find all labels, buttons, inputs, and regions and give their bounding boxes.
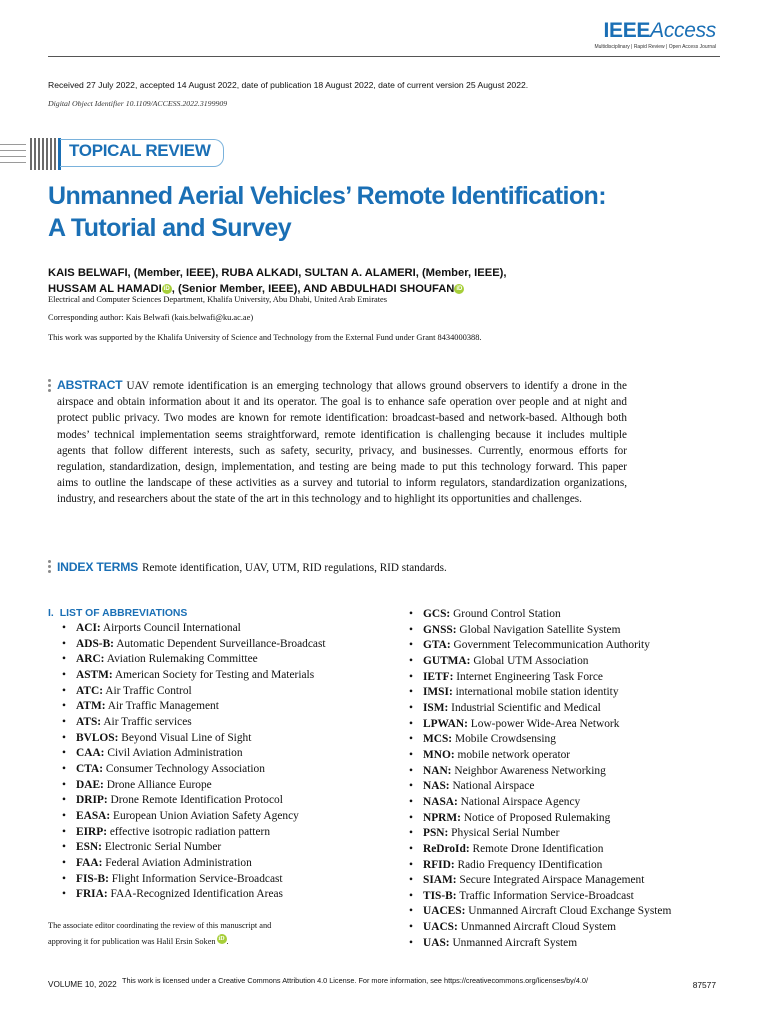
license-note[interactable]: This work is licensed under a Creative Commons Attribution 4.0 License. For more information, see https://creativecommons.org/licenses/by/4.0/ xyxy=(122,976,588,985)
abbreviation-item xyxy=(62,840,392,856)
abstract xyxy=(57,377,627,508)
abbreviation-item xyxy=(62,762,392,778)
abbreviation-term: NAN: xyxy=(423,764,452,777)
index-terms-label: INDEX TERMS xyxy=(57,560,139,574)
abbreviation-definition: National Airspace xyxy=(452,780,535,793)
abbreviation-definition: Air Traffic services xyxy=(103,715,192,728)
abbreviation-term: UAS: xyxy=(423,936,450,949)
abbreviation-definition: effective isotropic radiation pattern xyxy=(109,825,271,838)
abbreviation-item xyxy=(62,778,392,794)
abbreviation-definition: Remote Drone Identification xyxy=(472,842,604,855)
abbreviation-term: ATM: xyxy=(76,700,106,713)
authors-line-1: KAIS BELWAFI, (Member, IEEE), RUBA ALKADI, SULTAN A. ALAMERI, (Member, IEEE), xyxy=(48,267,507,279)
abstract-label: ABSTRACT xyxy=(57,378,123,392)
abbreviation-term: EIRP: xyxy=(76,825,108,838)
abbreviation-definition: Notice of Proposed Rulemaking xyxy=(463,811,611,824)
abbreviation-item xyxy=(409,826,729,842)
abbreviation-item xyxy=(409,685,729,701)
abbreviation-term: MNO: xyxy=(423,748,455,761)
abbreviation-item xyxy=(62,809,392,825)
abbreviation-term: NPRM: xyxy=(423,811,461,824)
abbreviation-term: BVLOS: xyxy=(76,731,119,744)
abbreviation-item xyxy=(409,936,729,952)
abbreviation-definition: Flight Information Service-Broadcast xyxy=(111,872,283,885)
abbreviation-definition: Ground Control Station xyxy=(453,608,561,620)
index-terms-text: Remote identification, UAV, UTM, RID regulations, RID standards. xyxy=(142,562,447,574)
abbreviation-item xyxy=(409,889,729,905)
abbreviation-definition: European Union Aviation Safety Agency xyxy=(113,809,299,822)
abbreviation-list-right xyxy=(409,607,729,951)
abbreviation-term: FAA: xyxy=(76,856,103,869)
abbreviation-item xyxy=(62,887,392,903)
abbreviation-definition: Federal Aviation Administration xyxy=(105,856,252,869)
doi[interactable]: Digital Object Identifier 10.1109/ACCESS.2022.3199909 xyxy=(48,99,228,108)
abbreviation-item xyxy=(409,842,729,858)
abbreviation-item xyxy=(409,795,729,811)
abbreviation-item xyxy=(62,621,392,637)
abbreviation-term: NASA: xyxy=(423,795,458,808)
abbreviation-term: FRIA: xyxy=(76,888,108,901)
orcid-icon[interactable]: iD xyxy=(218,936,225,942)
abbreviation-item xyxy=(62,684,392,700)
abbreviation-item xyxy=(62,699,392,715)
abbreviation-item xyxy=(409,638,729,654)
index-terms xyxy=(57,559,657,576)
abbreviation-definition: Internet Engineering Task Force xyxy=(456,670,603,683)
journal-logo xyxy=(594,20,716,50)
abbreviation-term: ISM: xyxy=(423,701,449,714)
abbreviation-definition: Industrial Scientific and Medical xyxy=(451,701,601,714)
abbreviation-term: IETF: xyxy=(423,670,454,683)
editor-note-text: approving it for publication was Halil Ersin Soken xyxy=(48,937,216,946)
abbreviation-term: DAE: xyxy=(76,778,104,791)
logo-wordmark xyxy=(594,20,716,42)
abbreviation-definition: Physical Serial Number xyxy=(451,827,560,840)
abbreviation-term: FIS-B: xyxy=(76,872,109,885)
editor-note-line-1: The associate editor coordinating the review of this manuscript and xyxy=(48,921,272,930)
received-dates: Received 27 July 2022, accepted 14 August 2022, date of publication 18 August 2022, date of current version 25 August 2022. xyxy=(48,80,529,90)
abbreviation-definition: FAA-Recognized Identification Areas xyxy=(110,888,283,901)
orcid-icon[interactable]: iD xyxy=(163,286,170,292)
abbreviation-definition: Civil Aviation Administration xyxy=(107,747,243,760)
abbreviation-term: RFID: xyxy=(423,858,455,871)
logo-ieee: IEEE xyxy=(603,19,651,42)
abbreviation-definition: Unmanned Aircraft Cloud Exchange System xyxy=(468,905,672,918)
abbreviation-definition: Automatic Dependent Surveillance-Broadcast xyxy=(116,637,326,650)
abbreviation-term: ReDroId: xyxy=(423,842,470,855)
abbreviation-term: GNSS: xyxy=(423,623,457,636)
abbreviation-definition: mobile network operator xyxy=(457,748,571,761)
abbreviation-definition: international mobile station identity xyxy=(455,686,619,699)
abbreviation-term: IMSI: xyxy=(423,686,453,699)
abbreviation-definition: Airports Council International xyxy=(102,622,241,634)
abbreviation-definition: Consumer Technology Association xyxy=(105,762,265,775)
abbreviation-item xyxy=(409,670,729,686)
abbreviation-item xyxy=(62,637,392,653)
abbreviation-item xyxy=(409,873,729,889)
abbreviation-definition: Drone Remote Identification Protocol xyxy=(110,794,283,807)
corresponding-author: Corresponding author: Kais Belwafi (kais.belwafi@ku.ac.ae) xyxy=(48,313,254,322)
abbreviation-term: SIAM: xyxy=(423,874,457,887)
abbreviation-item xyxy=(409,811,729,827)
abbreviation-definition: Drone Alliance Europe xyxy=(106,778,212,791)
abbreviation-term: GUTMA: xyxy=(423,654,471,667)
abbreviation-definition: American Society for Testing and Materials xyxy=(114,668,315,681)
editor-note xyxy=(48,918,370,950)
abbreviation-item xyxy=(409,732,729,748)
abbreviation-definition: Global UTM Association xyxy=(473,654,589,667)
abbreviation-item xyxy=(62,715,392,731)
abbreviation-definition: Secure Integrated Airspace Management xyxy=(459,874,645,887)
abbreviation-item xyxy=(62,872,392,888)
abbreviation-definition: Aviation Rulemaking Committee xyxy=(106,653,258,666)
abbreviation-definition: Electronic Serial Number xyxy=(104,841,222,854)
abbreviation-definition: Neighbor Awareness Networking xyxy=(454,764,606,777)
abbreviation-definition: Government Telecommunication Authority xyxy=(453,639,650,652)
abbreviation-term: ATS: xyxy=(76,715,102,728)
abbreviation-item xyxy=(409,654,729,670)
banner-stripes xyxy=(0,138,64,170)
author-hamadi: HUSSAM AL HAMADI xyxy=(48,283,162,295)
abbreviation-definition: Low-power Wide-Area Network xyxy=(470,717,620,730)
abstract-text: UAV remote identification is an emerging technology that allows ground observers to identify a drone in the airspace and obtain information about it and its operator. The goal is to enhance safe operation over people and at night and protect public privacy. Two modes are known for remote identification: broadcast-based and network-based. Although both modes’ technical implementation seems straightforward, remote identification is challenging because it includes multiple agents that follow different interests, such as safety, security, privacy, and businesses. Currently, enormous efforts for regulation, standardization, design, implementation, and testing are being made to put this technology forward. This paper aims to outline the landscape of these activities as a survey and tutorial to inform regulators, standardization organizations, industry, and researchers about the state of the art in this technology and to highlight its opportunities and challenges. xyxy=(57,380,627,506)
author-shoufan: , (Senior Member, IEEE), AND ABDULHADI SHOUFAN xyxy=(171,283,455,295)
abbreviation-item xyxy=(62,652,392,668)
abbreviation-item xyxy=(409,779,729,795)
abbreviation-item xyxy=(409,717,729,733)
volume-label: VOLUME 10, 2022 xyxy=(48,980,117,989)
abbreviation-term: ACI: xyxy=(76,622,101,634)
title-line-2: A Tutorial and Survey xyxy=(48,214,292,242)
abbreviation-item xyxy=(62,668,392,684)
abbreviation-term: TIS-B: xyxy=(423,889,457,902)
abbreviation-item xyxy=(409,858,729,874)
abbreviation-definition: Unmanned Aircraft System xyxy=(452,936,578,949)
section-heading xyxy=(48,608,187,619)
author-list xyxy=(48,265,728,297)
logo-access: Access xyxy=(650,19,716,42)
abbreviation-item xyxy=(409,764,729,780)
abbreviation-definition: Traffic Information Service-Broadcast xyxy=(459,889,634,902)
abbreviation-definition: National Airspace Agency xyxy=(460,795,581,808)
abbreviation-term: ESN: xyxy=(76,841,102,854)
page-number: 87577 xyxy=(692,980,716,990)
abbreviation-term: EASA: xyxy=(76,809,111,822)
abbreviation-term: LPWAN: xyxy=(423,717,468,730)
abbreviation-item xyxy=(409,701,729,717)
abbreviation-term: UACS: xyxy=(423,921,458,934)
paper-title xyxy=(48,180,708,244)
index-terms-dots-icon xyxy=(48,560,52,575)
abbreviation-item xyxy=(409,904,729,920)
abbreviation-term: DRIP: xyxy=(76,794,108,807)
abbreviation-term: GTA: xyxy=(423,639,451,652)
abbreviation-term: CAA: xyxy=(76,747,105,760)
abbreviation-term: NAS: xyxy=(423,780,450,793)
abbreviation-definition: Global Navigation Satellite System xyxy=(459,623,621,636)
abbreviation-item xyxy=(409,748,729,764)
abbreviation-term: CTA: xyxy=(76,762,103,775)
abstract-dots-icon xyxy=(48,379,52,394)
abbreviation-definition: Radio Frequency IDentification xyxy=(457,858,603,871)
abbreviation-term: ASTM: xyxy=(76,668,113,681)
abbreviation-item xyxy=(409,920,729,936)
abbreviation-term: ATC: xyxy=(76,684,103,697)
abbreviation-definition: Air Traffic Control xyxy=(105,684,192,697)
abbreviation-definition: Beyond Visual Line of Sight xyxy=(121,731,252,744)
affiliation: Electrical and Computer Sciences Department, Khalifa University, Abu Dhabi, United Arab Emirates xyxy=(48,295,388,304)
topical-review-label: TOPICAL REVIEW xyxy=(69,141,211,160)
abbreviation-term: ARC: xyxy=(76,653,105,666)
abbreviation-item xyxy=(62,856,392,872)
abbreviation-term: GCS: xyxy=(423,608,451,620)
editor-note-line-2: approving it for publication was Halil Ersin Soken iD . xyxy=(48,936,229,946)
abbreviation-item xyxy=(62,825,392,841)
section-number: I. xyxy=(48,608,54,619)
abbreviation-term: UACES: xyxy=(423,905,466,918)
abbreviation-definition: Mobile Crowdsensing xyxy=(454,733,556,746)
abbreviation-item xyxy=(62,746,392,762)
title-line-1: Unmanned Aerial Vehicles’ Remote Identification: xyxy=(48,182,606,210)
abbreviation-term: MCS: xyxy=(423,733,453,746)
abbreviation-term: ADS-B: xyxy=(76,637,114,650)
abbreviation-definition: Unmanned Aircraft Cloud System xyxy=(460,921,617,934)
abbreviation-term: PSN: xyxy=(423,827,449,840)
abbreviation-item xyxy=(409,607,729,623)
section-title: LIST OF ABBREVIATIONS xyxy=(59,608,188,619)
orcid-icon[interactable]: iD xyxy=(456,286,463,292)
abbreviation-item xyxy=(409,623,729,639)
funding-note: This work was supported by the Khalifa University of Science and Technology from the External Fund under Grant 8434000388. xyxy=(48,333,482,342)
logo-tagline: Multidisciplinary | Rapid Review | Open Access Journal xyxy=(594,44,716,50)
abbreviation-item xyxy=(62,731,392,747)
abbreviation-definition: Air Traffic Management xyxy=(107,700,219,713)
header-rule xyxy=(48,56,720,57)
abbreviation-item xyxy=(62,793,392,809)
abbreviation-list-left xyxy=(62,621,392,903)
